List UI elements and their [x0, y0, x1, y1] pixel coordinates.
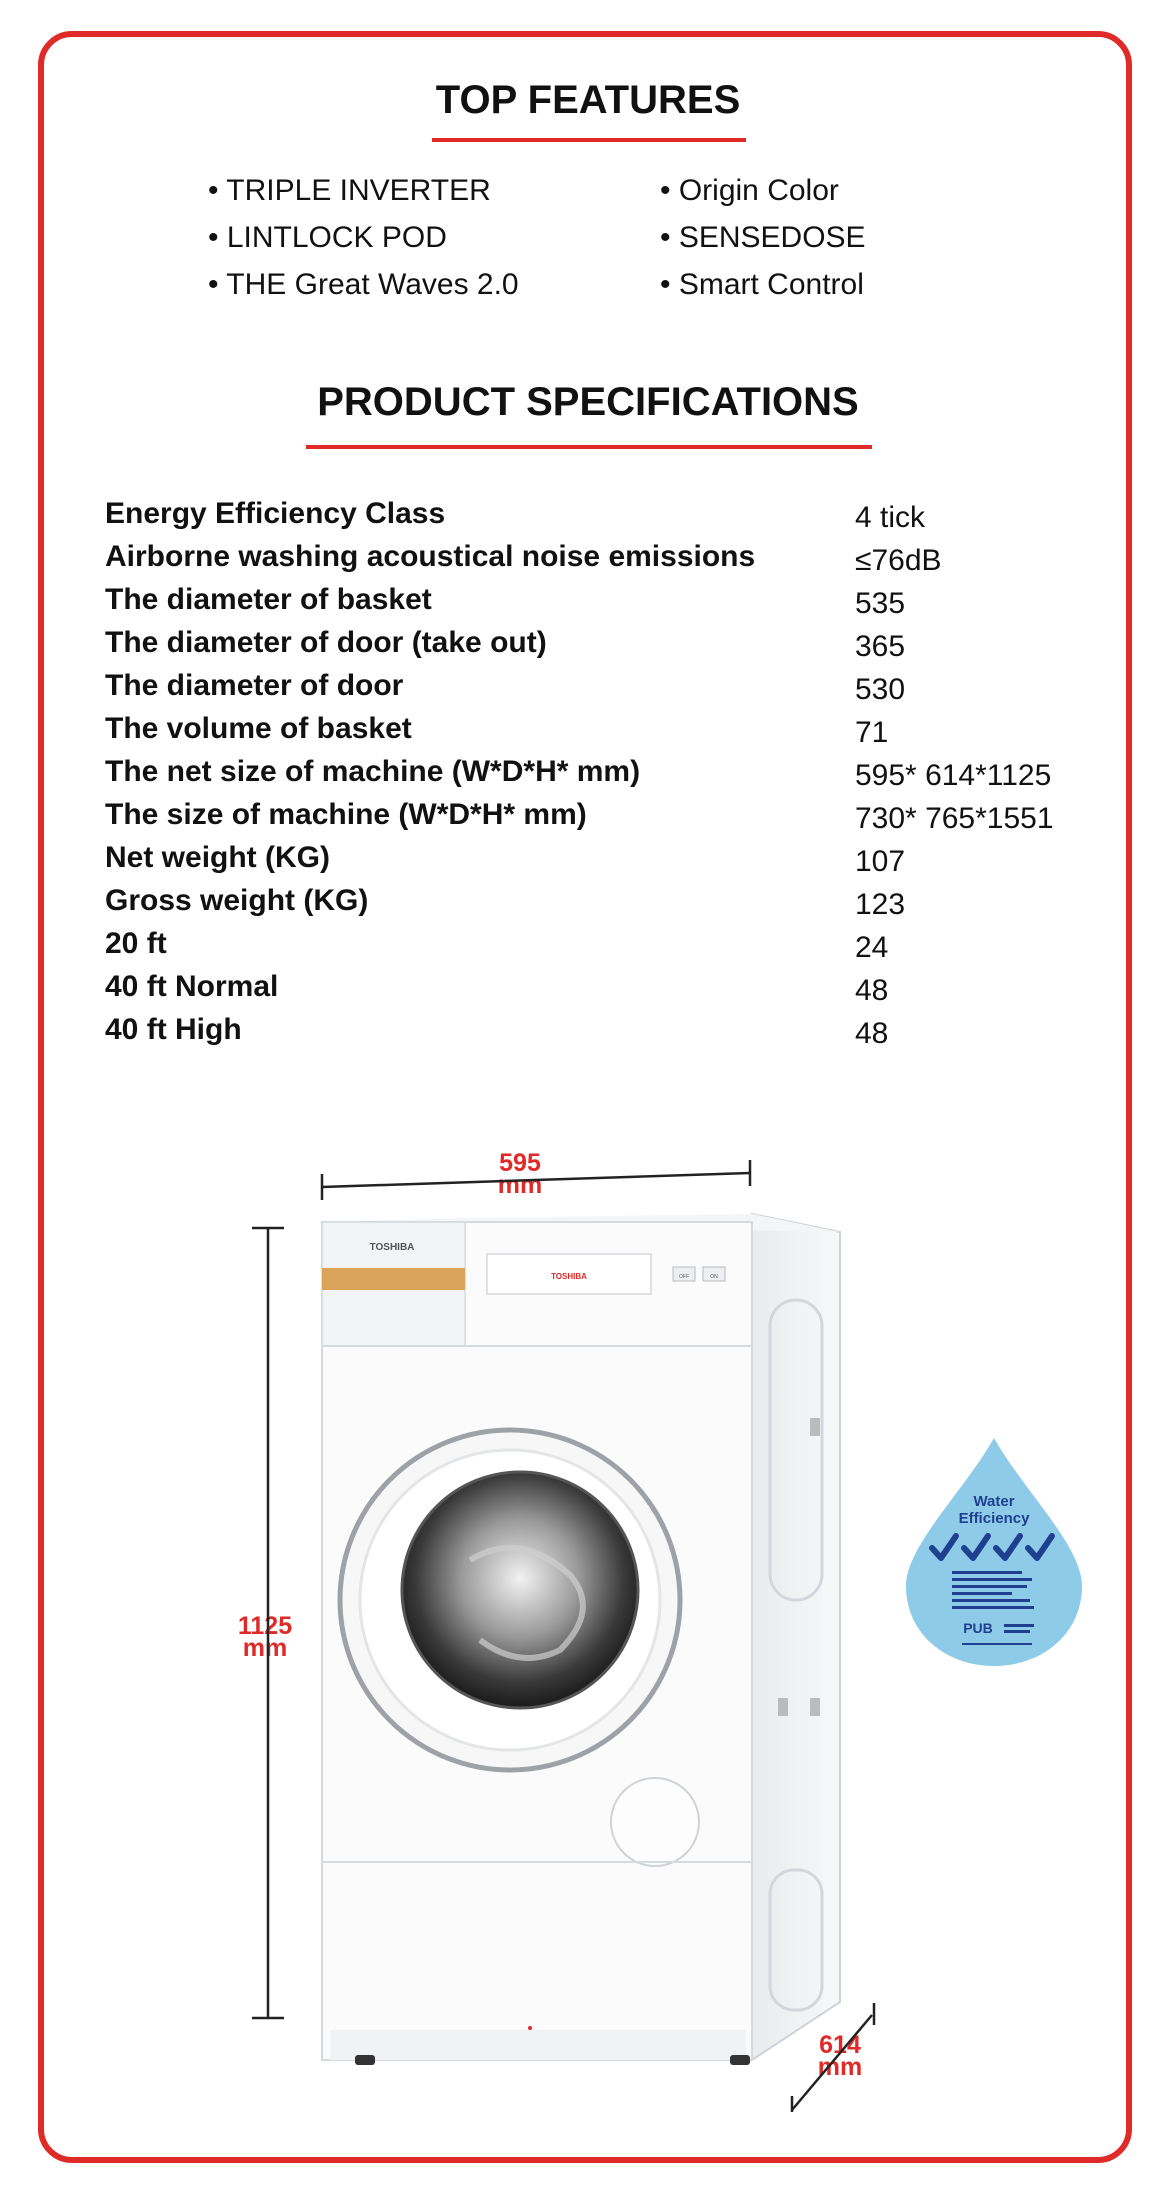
spec-label: The volume of basket [105, 712, 412, 745]
spec-value: 365 [855, 630, 906, 663]
water-label-title-line1: Water [973, 1493, 1015, 1510]
spec-value: 730* 765*1551 [855, 802, 1054, 835]
spec-value: 48 [855, 974, 889, 1007]
filter-hatch [611, 1778, 699, 1866]
feature-item: • TRIPLE INVERTER [208, 174, 491, 207]
spec-value: ≤76dB [855, 544, 942, 577]
spec-value: 24 [855, 931, 889, 964]
feature-item: • SENSEDOSE [660, 221, 866, 254]
off-button-label: OFF [679, 1274, 689, 1280]
height-dimension-line [252, 1228, 284, 2018]
brand-label-panel: TOSHIBA [551, 1272, 587, 1281]
feature-item: • THE Great Waves 2.0 [208, 268, 519, 301]
spec-label: Energy Efficiency Class [105, 497, 446, 530]
spec-label: Gross weight (KG) [105, 884, 369, 917]
feature-item: • Origin Color [660, 174, 839, 207]
spec-value: 535 [855, 587, 906, 620]
brand-label-top: TOSHIBA [369, 1242, 415, 1253]
spec-label: The diameter of door [105, 669, 404, 702]
spec-label: Net weight (KG) [105, 841, 330, 874]
spec-value: 71 [855, 716, 889, 749]
width-dimension-line [322, 1160, 750, 1200]
spec-value: 530 [855, 673, 906, 706]
spec-label: 20 ft [105, 927, 167, 960]
spec-value: 123 [855, 888, 906, 921]
height-value: 1125 [237, 1612, 293, 1640]
on-button-label: ON [710, 1274, 718, 1280]
spec-value: 48 [855, 1017, 889, 1050]
pub-logo-text: PUB [963, 1620, 993, 1636]
spec-label: The net size of machine (W*D*H* mm) [105, 755, 641, 788]
spec-value: 595* 614*1125 [855, 759, 1052, 792]
water-label-title-line2: Efficiency [958, 1510, 1030, 1527]
spec-label: The diameter of door (take out) [105, 626, 547, 659]
product-specifications-title: PRODUCT SPECIFICATIONS [317, 380, 859, 424]
spec-value: 107 [855, 845, 906, 878]
water-efficiency-label [904, 1436, 1084, 1668]
width-value: 595 [499, 1149, 541, 1177]
spec-value: 4 tick [855, 501, 926, 534]
feature-item: • LINTLOCK POD [208, 221, 447, 254]
spec-label: 40 ft Normal [105, 970, 279, 1003]
spec-label: The diameter of basket [105, 583, 432, 616]
feature-item: • Smart Control [660, 268, 864, 301]
height-unit: mm [242, 1634, 288, 1662]
top-features-title: TOP FEATURES [435, 78, 741, 122]
spec-label: 40 ft High [105, 1013, 242, 1046]
depth-unit: mm [817, 2053, 863, 2081]
spec-label: The size of machine (W*D*H* mm) [105, 798, 587, 831]
spec-label: Airborne washing acoustical noise emissions [105, 540, 756, 573]
width-unit: mm [497, 1171, 543, 1199]
depth-value: 614 [819, 2031, 861, 2059]
detergent-drawer-handle [322, 1268, 465, 1290]
machine-side-panel [752, 1214, 840, 2060]
